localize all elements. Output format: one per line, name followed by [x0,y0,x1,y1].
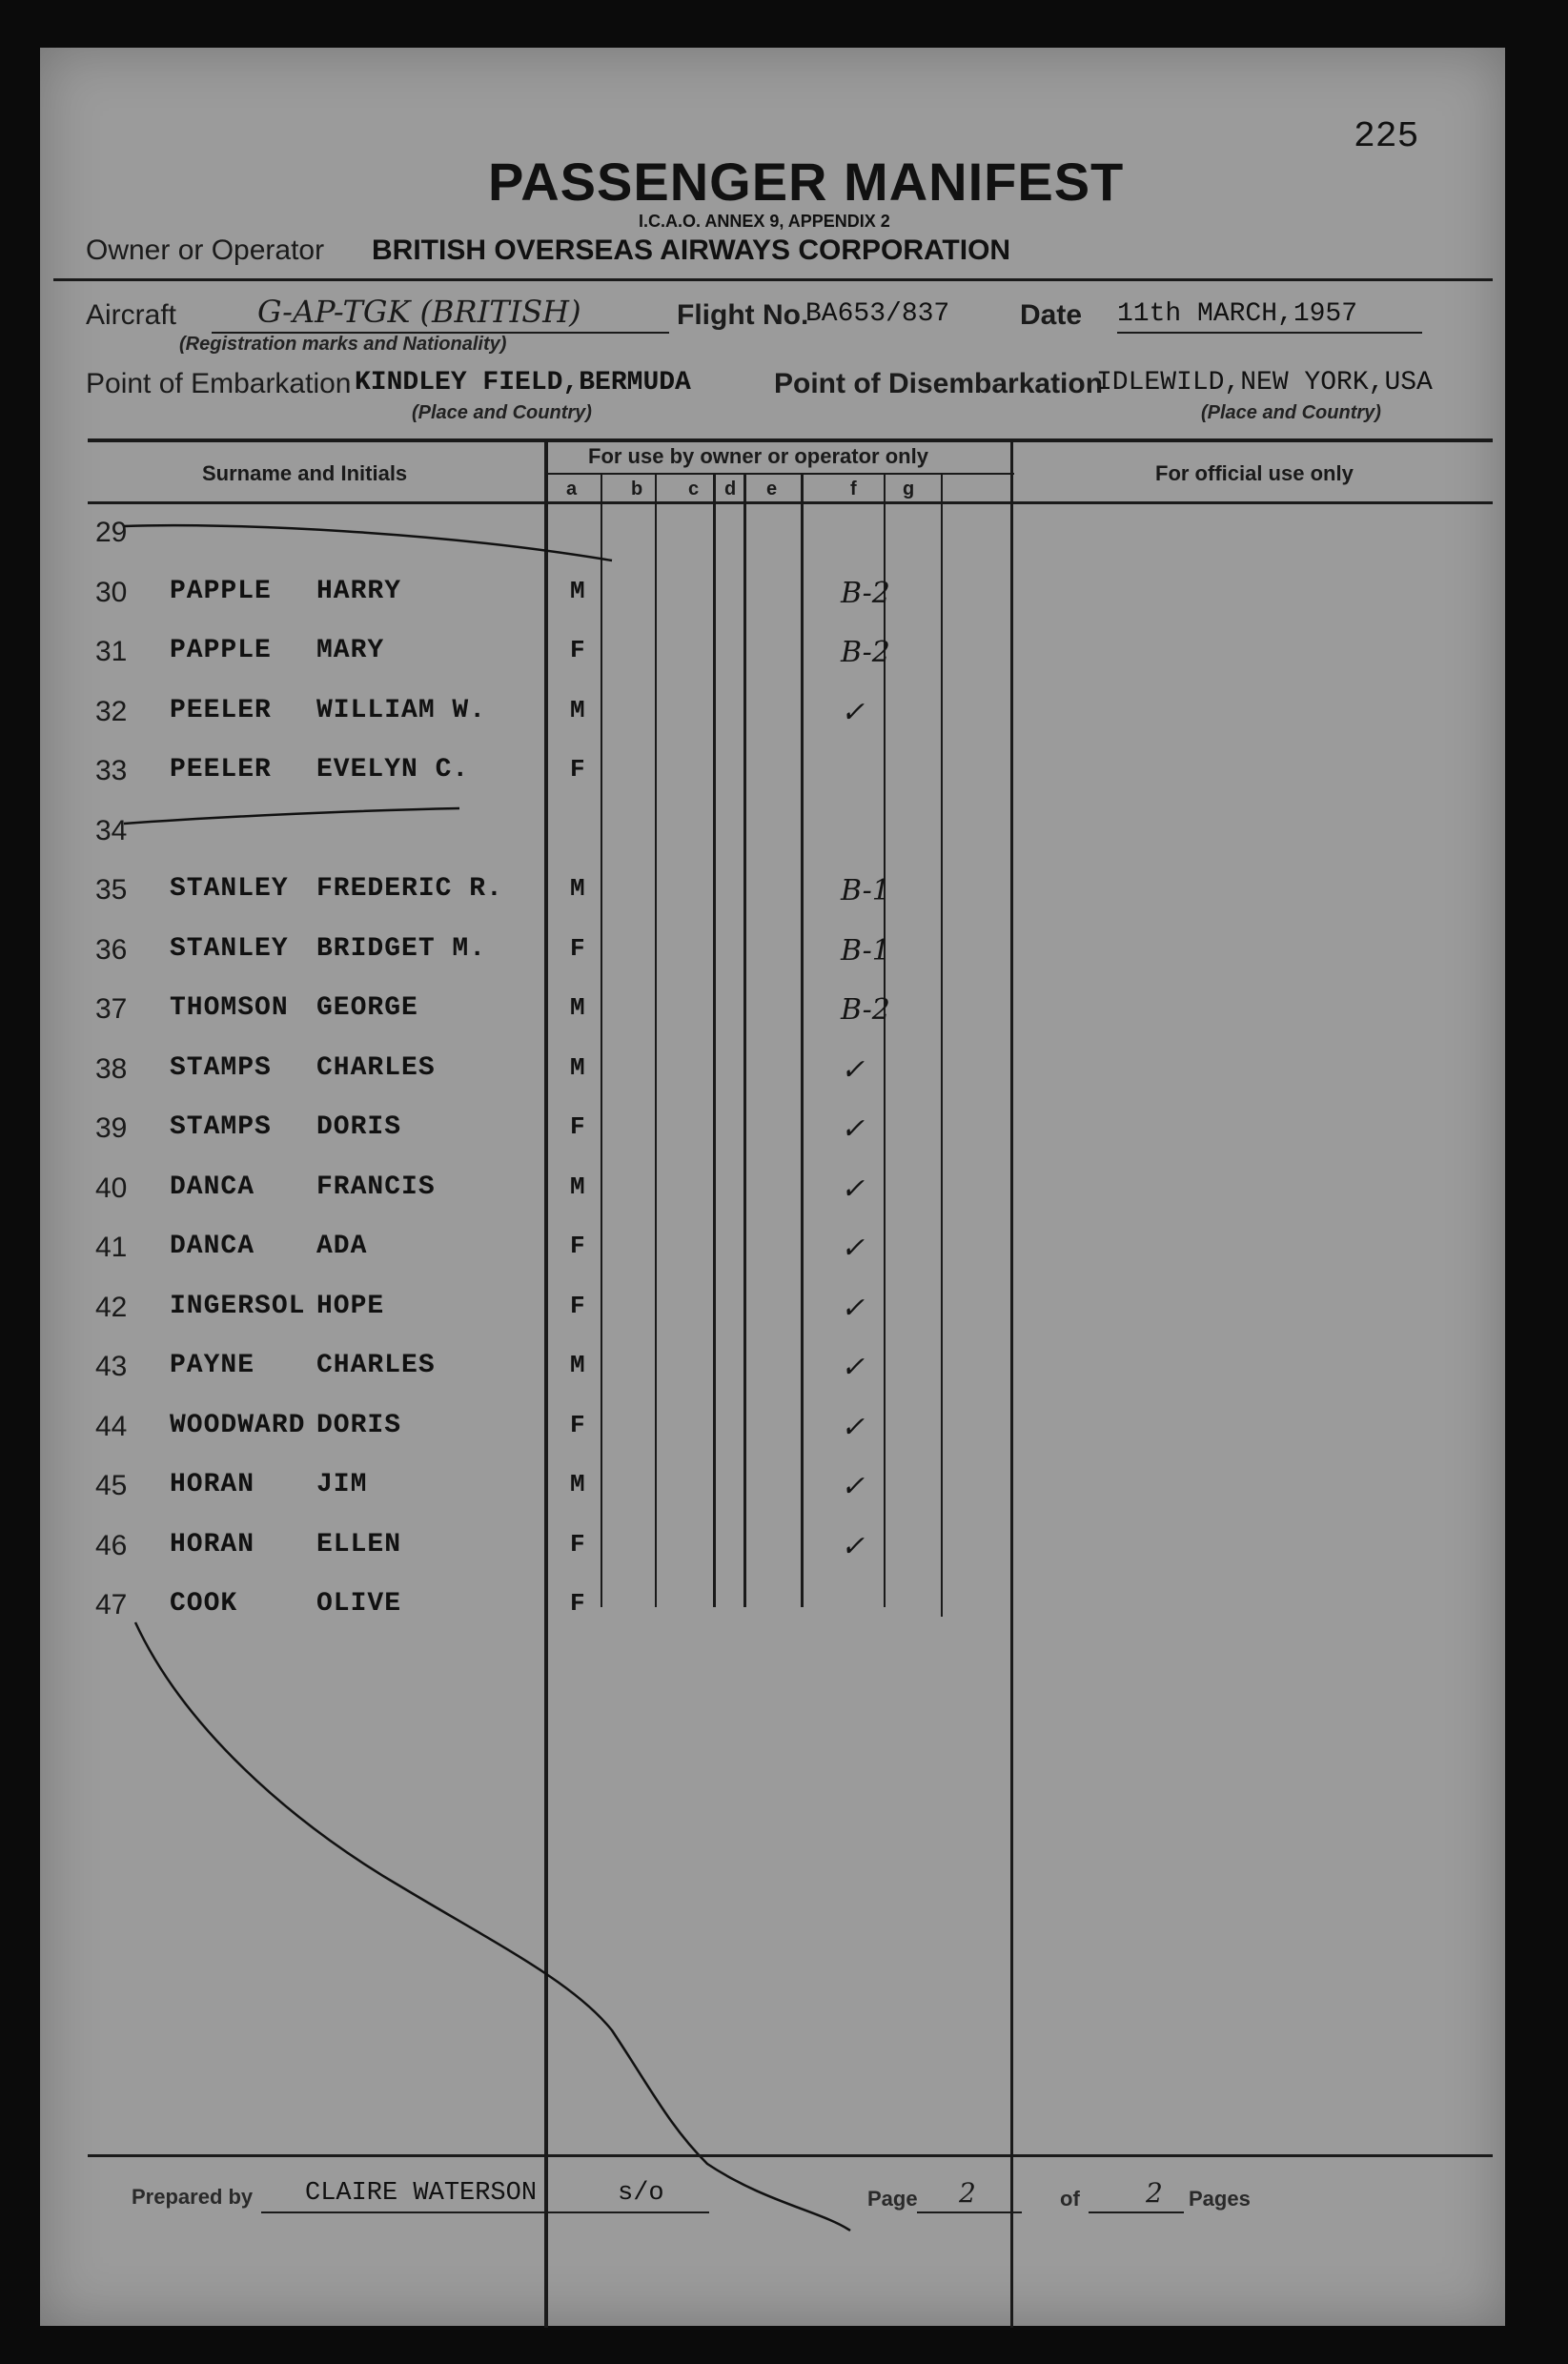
row-check-mark: B-1 [841,874,890,907]
row-given-names: OLIVE [316,1589,402,1619]
row-given-names: DORIS [316,1411,402,1440]
row-check-mark: ✓ [841,1292,865,1325]
row-number: 34 [95,815,128,846]
of-underline [1089,2211,1184,2213]
row-sex: F [570,1589,585,1618]
footer-rule [88,2154,1493,2157]
row-surname: DANCA [170,1172,255,1202]
row-sex: F [570,934,585,963]
row-surname: PAPPLE [170,577,272,606]
row-sex: M [570,1053,585,1082]
row-number: 43 [95,1351,128,1382]
row-check-mark: ✓ [841,1172,865,1206]
cancellation-strokes [40,48,1505,2326]
aircraft-hint: (Registration marks and Nationality) [179,334,507,355]
row-number: 38 [95,1053,128,1085]
row-number: 29 [95,517,128,548]
row-check-mark: ✓ [841,1470,865,1503]
row-sex: F [570,1411,585,1439]
row-given-names: BRIDGET M. [316,934,487,964]
strike-row-34 [124,808,459,824]
row-surname: STANLEY [170,934,289,964]
row-surname: PAYNE [170,1351,255,1380]
row-given-names: CHARLES [316,1351,436,1380]
disembarkation-label: Point of Disembarkation [774,368,1104,399]
row-check-mark: ✓ [841,696,865,729]
row-surname: PAPPLE [170,636,272,665]
row-sex: F [570,636,585,664]
page-subtitle: I.C.A.O. ANNEX 9, APPENDIX 2 [639,212,890,231]
subcol-letter-g: g [903,479,915,499]
row-number: 36 [95,934,128,966]
embarkation-label: Point of Embarkation [86,368,352,399]
row-check-mark: ✓ [841,1411,865,1444]
row-surname: STANLEY [170,874,289,904]
archive-page-number: 225 [1354,116,1419,157]
page-title: PASSENGER MANIFEST [488,152,1125,212]
row-sex: M [570,1351,585,1379]
row-given-names: FRANCIS [316,1172,436,1202]
row-sex: M [570,993,585,1022]
row-number: 39 [95,1112,128,1144]
owner-label: Owner or Operator [86,234,325,266]
row-given-names: WILLIAM W. [316,696,487,725]
row-sex: M [570,1470,585,1498]
aircraft-value: G-AP-TGK (BRITISH) [257,294,581,330]
row-given-names: GEORGE [316,993,418,1023]
row-sex: F [570,1112,585,1141]
row-number: 44 [95,1411,128,1442]
aircraft-label: Aircraft [86,299,177,331]
row-surname: PEELER [170,696,272,725]
row-number: 30 [95,577,128,608]
date-label: Date [1020,299,1083,331]
row-number: 47 [95,1589,128,1620]
row-given-names: EVELYN C. [316,755,470,785]
row-given-names: MARY [316,636,385,665]
row-surname: THOMSON [170,993,289,1023]
row-surname: WOODWARD [170,1411,306,1440]
col-operator-header: For use by owner or operator only [588,444,928,468]
row-given-names: HARRY [316,577,402,606]
row-sex: M [570,696,585,724]
flight-label: Flight No. [677,299,809,331]
row-surname: HORAN [170,1530,255,1559]
row-number: 35 [95,874,128,906]
row-given-names: DORIS [316,1112,402,1142]
end-of-list-stroke [135,1622,850,2231]
row-check-mark: B-2 [841,993,890,1027]
row-check-mark: B-1 [841,934,890,968]
of-label: of [1060,2187,1080,2211]
row-number: 31 [95,636,128,667]
col-surname-header: Surname and Initials [202,461,408,485]
prepared-value: CLAIRE WATERSON [305,2179,538,2208]
page-value: 2 [959,2177,976,2209]
prepared-underline [261,2211,709,2213]
row-check-mark: ✓ [841,1112,865,1146]
row-number: 40 [95,1172,128,1204]
row-surname: DANCA [170,1232,255,1261]
row-given-names: ADA [316,1232,368,1261]
row-sex: F [570,755,585,784]
row-surname: STAMPS [170,1053,272,1083]
row-sex: F [570,1530,585,1559]
row-check-mark: ✓ [841,1053,865,1087]
row-given-names: CHARLES [316,1053,436,1083]
pages-label: Pages [1189,2187,1251,2211]
row-check-mark: B-2 [841,577,890,610]
row-sex: F [570,1232,585,1260]
disembarkation-value: IDLEWILD,NEW YORK,USA [1096,368,1433,397]
row-number: 46 [95,1530,128,1561]
row-surname: PEELER [170,755,272,785]
disembarkation-hint: (Place and Country) [1201,402,1381,423]
row-number: 42 [95,1292,128,1323]
manifest-sheet [40,48,1505,2326]
row-number: 32 [95,696,128,727]
row-sex: M [570,1172,585,1201]
row-sex: F [570,1292,585,1320]
embarkation-hint: (Place and Country) [412,402,592,423]
row-surname: COOK [170,1589,238,1619]
subcol-letter-f: f [850,479,857,499]
row-sex: M [570,874,585,903]
of-value: 2 [1146,2177,1163,2209]
row-sex: M [570,577,585,605]
row-given-names: ELLEN [316,1530,402,1559]
subcol-letter-e: e [766,479,778,499]
row-surname: STAMPS [170,1112,272,1142]
row-check-mark: ✓ [841,1232,865,1265]
owner-value: BRITISH OVERSEAS AIRWAYS CORPORATION [372,234,1011,266]
strike-row-29 [124,525,612,560]
flight-value: BA653/837 [805,299,950,329]
row-check-mark: ✓ [841,1530,865,1563]
col-official-header: For official use only [1155,461,1354,485]
row-number: 33 [95,755,128,786]
subcol-letter-b: b [631,479,643,499]
embarkation-value: KINDLEY FIELD,BERMUDA [355,368,691,397]
row-given-names: JIM [316,1470,368,1499]
row-given-names: HOPE [316,1292,385,1321]
row-surname: HORAN [170,1470,255,1499]
subcol-letter-c: c [688,479,700,499]
row-given-names: FREDERIC R. [316,874,503,904]
row-check-mark: ✓ [841,1351,865,1384]
subcol-letter-d: d [724,479,737,499]
date-value: 11th MARCH,1957 [1117,299,1358,329]
prepared-label: Prepared by [132,2185,254,2209]
row-number: 45 [95,1470,128,1501]
page-underline [917,2211,1022,2213]
prepared-suffix: s/o [618,2179,664,2208]
row-surname: INGERSOL [170,1292,306,1321]
row-number: 41 [95,1232,128,1263]
row-number: 37 [95,993,128,1025]
page-label: Page [867,2187,918,2211]
row-check-mark: B-2 [841,636,890,669]
subcol-letter-a: a [566,479,578,499]
